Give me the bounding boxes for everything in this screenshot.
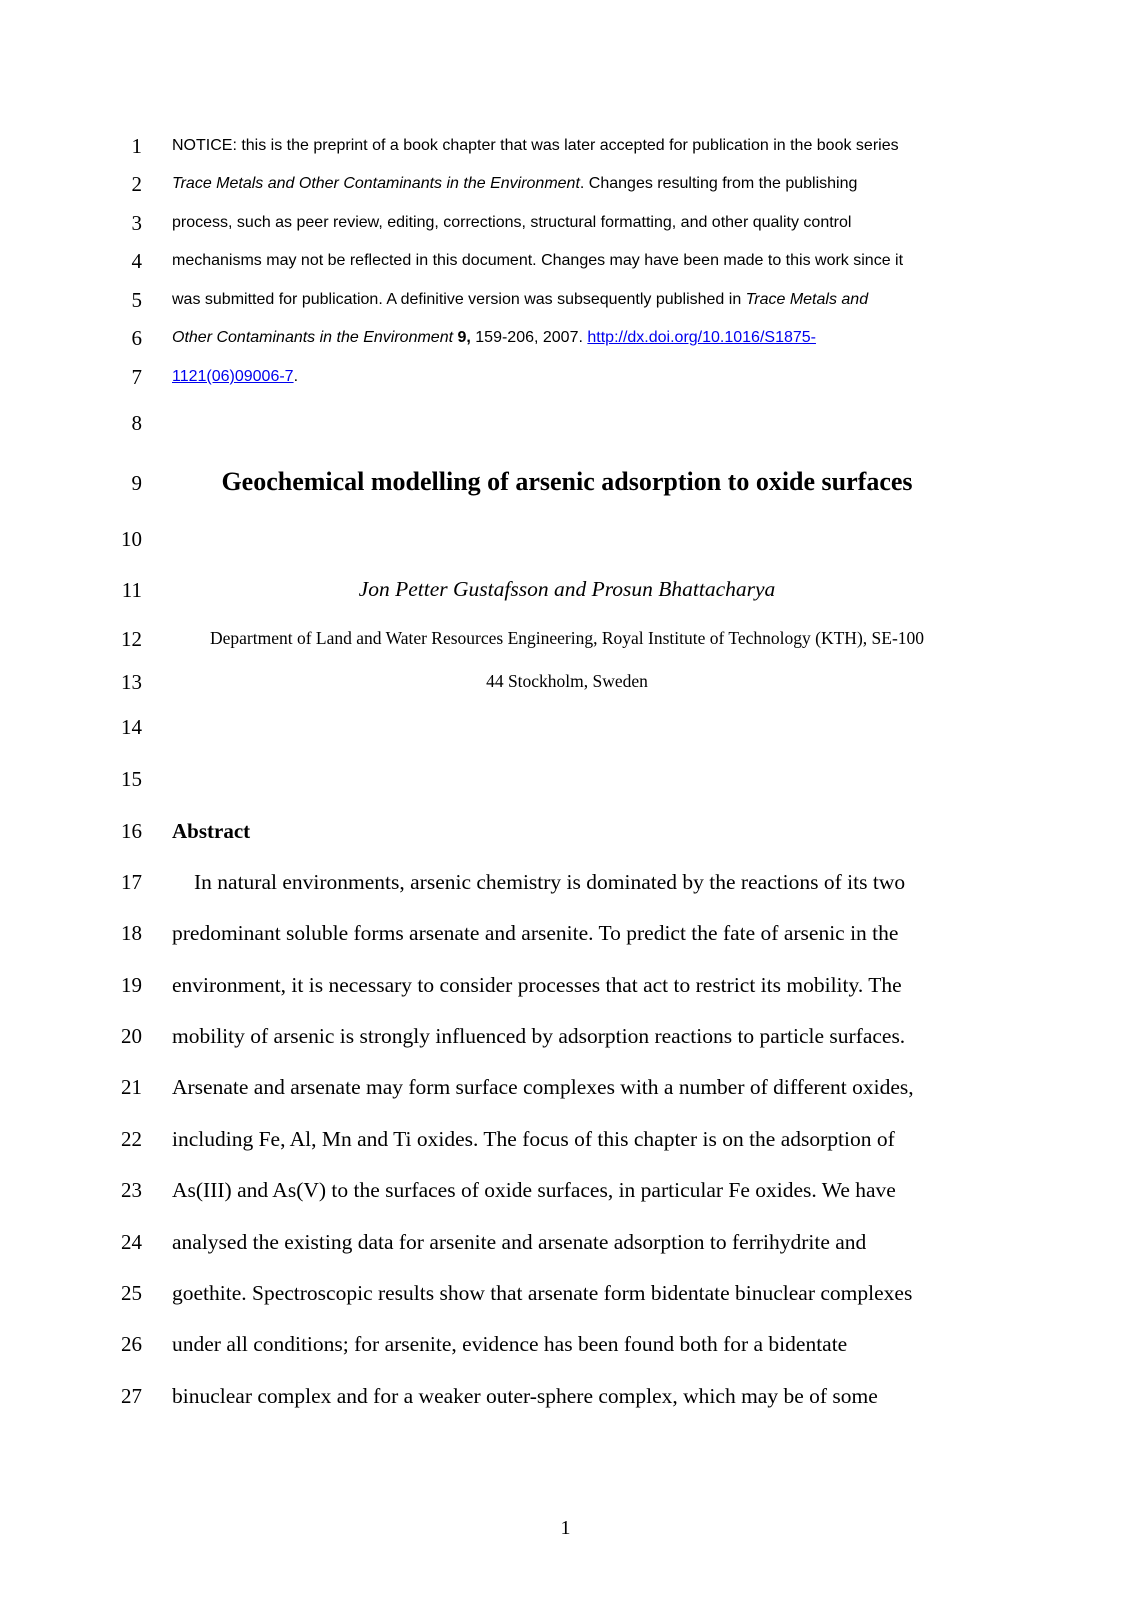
- notice-text: process, such as peer review, editing, corrections, structural formatting, and other quality control: [172, 214, 852, 231]
- notice-text: 159-206, 2007.: [470, 329, 588, 346]
- notice-line: [172, 290, 868, 310]
- line-number: 7: [131, 365, 142, 389]
- line-number: 8: [131, 411, 142, 435]
- page-number: 1: [560, 1517, 571, 1539]
- line-number: 12: [121, 627, 142, 651]
- doi-link[interactable]: http://dx.doi.org/10.1016/S1875-: [587, 329, 816, 346]
- notice-text: was submitted for publication. A definitive version was subsequently published in: [172, 291, 746, 308]
- notice-line: [172, 136, 899, 156]
- book-series-title: Trace Metals and Other Contaminants in the Environment: [172, 175, 580, 192]
- line-number: 9: [131, 471, 142, 495]
- notice-text: NOTICE: this is the preprint of a book chapter that was later accepted for publication in the book series: [172, 137, 899, 154]
- line-number: 17: [121, 870, 142, 894]
- line-number: 6: [131, 326, 142, 350]
- book-series-title: Trace Metals and: [745, 291, 869, 308]
- line-number: 27: [121, 1384, 142, 1408]
- volume-number: 9,: [453, 329, 471, 346]
- abstract-line: analysed the existing data for arsenite and arsenate adsorption to ferrihydrite and: [172, 1230, 867, 1254]
- paper-title: Geochemical modelling of arsenic adsorption to oxide surfaces: [221, 467, 913, 496]
- notice-line: [172, 328, 816, 348]
- line-number: 18: [121, 921, 142, 945]
- line-number: 22: [121, 1127, 142, 1151]
- book-series-title: Other Contaminants in the Environment: [172, 329, 454, 346]
- abstract-line: goethite. Spectroscopic results show that arsenate form bidentate binuclear complexes: [172, 1281, 913, 1305]
- abstract-line: Arsenate and arsenate may form surface complexes with a number of different oxides,: [172, 1075, 914, 1099]
- line-number: 10: [121, 527, 142, 551]
- notice-line: [172, 367, 298, 387]
- line-number: 2: [131, 172, 142, 196]
- doi-link[interactable]: 1121(06)09006-7: [172, 368, 294, 385]
- line-number: 15: [121, 767, 142, 791]
- abstract-line: binuclear complex and for a weaker outer-sphere complex, which may be of some: [172, 1384, 878, 1408]
- abstract-line: predominant soluble forms arsenate and arsenite. To predict the fate of arsenic in the: [172, 921, 899, 945]
- line-number: 21: [121, 1075, 142, 1099]
- notice-line: [172, 213, 851, 233]
- notice-text: mechanisms may not be reflected in this document. Changes may have been made to this work since it: [172, 252, 904, 269]
- line-number: 5: [131, 288, 142, 312]
- line-number: 24: [121, 1230, 142, 1254]
- notice-text: .: [293, 368, 299, 385]
- line-number: 1: [131, 134, 142, 158]
- line-number: 16: [121, 819, 142, 843]
- abstract-line: mobility of arsenic is strongly influenced by adsorption reactions to particle surfaces.: [172, 1024, 906, 1048]
- affiliation-line: 44 Stockholm, Sweden: [486, 671, 648, 691]
- notice-text: . Changes resulting from the publishing: [579, 175, 858, 192]
- abstract-line: under all conditions; for arsenite, evidence has been found both for a bidentate: [172, 1332, 848, 1356]
- affiliation-line: Department of Land and Water Resources Engineering, Royal Institute of Technology (KTH), SE-100: [209, 628, 925, 648]
- line-number: 14: [121, 715, 142, 739]
- abstract-line: In natural environments, arsenic chemistry is dominated by the reactions of its two: [194, 870, 906, 894]
- line-number: 3: [131, 211, 142, 235]
- abstract-line: including Fe, Al, Mn and Ti oxides. The focus of this chapter is on the adsorption of: [172, 1127, 895, 1151]
- line-number: 25: [121, 1281, 142, 1305]
- authors: Jon Petter Gustafsson and Prosun Bhattacharya: [358, 577, 776, 601]
- notice-line: [172, 174, 857, 194]
- line-number: 20: [121, 1024, 142, 1048]
- line-number: 19: [121, 973, 142, 997]
- abstract-heading: Abstract: [172, 819, 251, 843]
- notice-line: [172, 251, 903, 271]
- line-number: 13: [121, 670, 142, 694]
- line-number: 23: [121, 1178, 142, 1202]
- abstract-line: environment, it is necessary to consider processes that act to restrict its mobility. The: [172, 973, 902, 997]
- line-number: 4: [131, 249, 142, 273]
- line-number: 26: [121, 1332, 142, 1356]
- line-number: 11: [121, 578, 142, 602]
- abstract-line: As(III) and As(V) to the surfaces of oxide surfaces, in particular Fe oxides. We have: [172, 1178, 896, 1202]
